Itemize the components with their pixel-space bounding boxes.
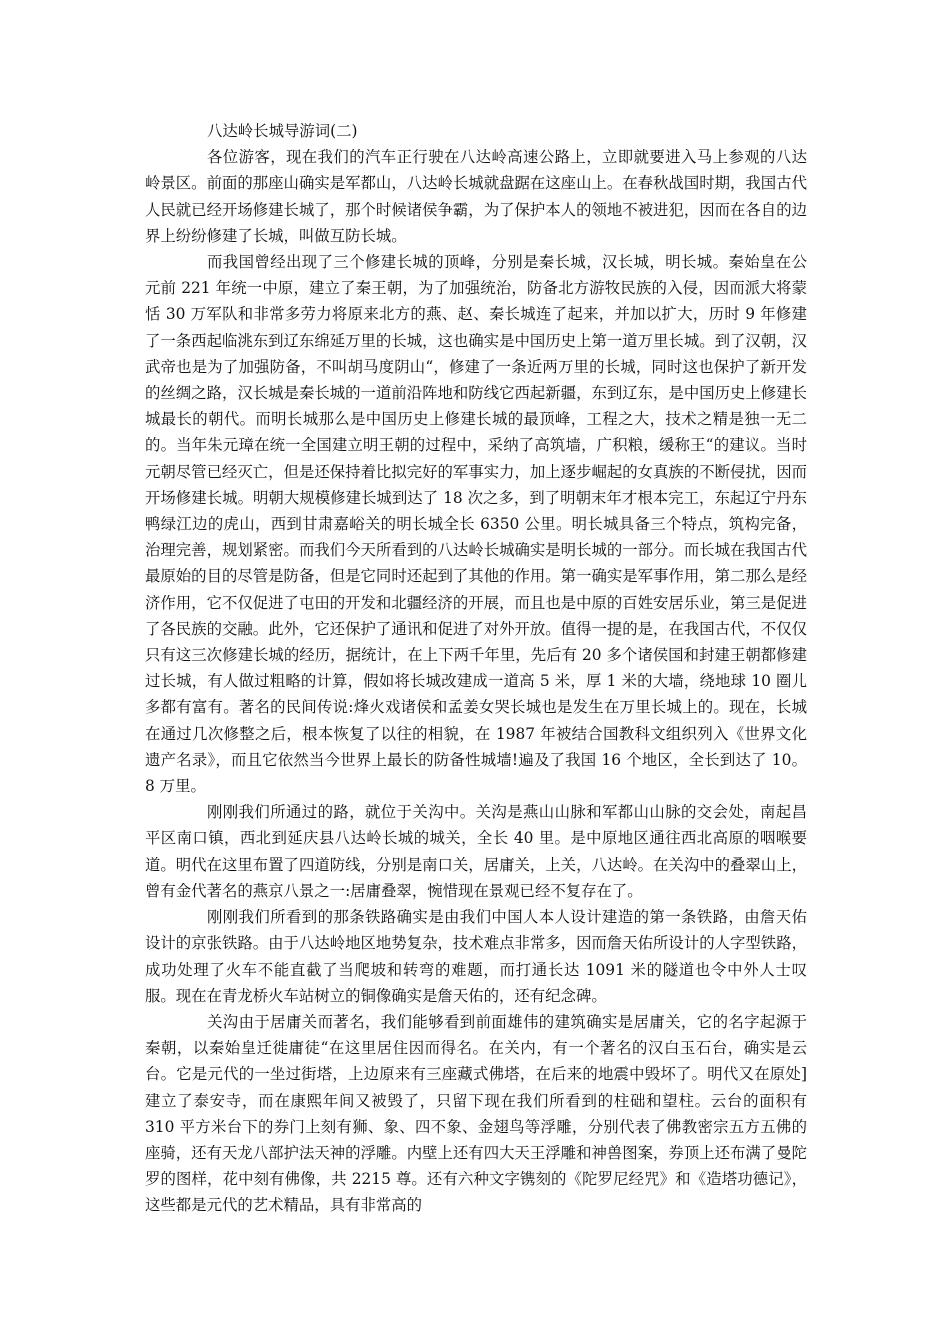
paragraph-history: 而我国曾经出现了三个修建长城的顶峰，分别是秦长城，汉长城，明长城。秦始皇在公元前 221 年统一中原，建立了秦王朝，为了加强统治，防备北方游牧民族的入侵，因而派大将蒙恬 30 万军队和非常多劳力将原来北方的燕、赵、秦长城连了起来，并加以扩大，历时 9 年修建了一条西起临洮东到辽东绵延万里的长城，这也确实是中国历史上第一道万里长城。到了汉朝，汉武帝也是为了加强防备，不叫胡马度阴山“，修建了一条近两万里的长城，同时这也保护了新开发的丝绸之路，汉长城是秦长城的一道前沿阵地和防线它西起新疆，东到辽东，是中国历史上修建长城最长的朝代。而明长城那么是中国历史上修建长城的最顶峰，工程之大，技术之精是独一无二的。当年朱元璋在统一全国建立明王朝的过程中，采纳了高筑墙，广积粮，缓称王“的建议。当时元朝尽管已经灭亡，但是还保持着比拟完好的军事实力，加上逐步崛起的女真族的不断侵扰，因而开场修建长城。明朝大规模修建长城到达了 18 次之多，到了明朝末年才根本完工，东起辽宁丹东鸭绿江边的虎山，西到甘肃嘉峪关的明长城全长 6350 公里。明长城具备三个特点，筑构完备，治理完善，规划紧密。而我们今天所看到的八达岭长城确实是明长城的一部分。而长城在我国古代最原始的目的尽管是防备，但是它同时还起到了其他的作用。第一确实是军事作用，第二那么是经济作用，它不仅促进了屯田的开发和北疆经济的开展，而且也是中原的百姓安居乐业，第三是促进了各民族的交融。此外，它还保护了通讯和促进了对外开放。值得一提的是，在我国古代，不仅仅只有这三次修建长城的经历，据统计，在上下两千年里，先后有 20 多个诸侯国和封建王朝都修建过长城，有人做过粗略的计算，假如将长城改建成一道高 5 米，厚 1 米的大墙，绕地球 10 圈儿多都有富有。著名的民间传说:烽火戏诸侯和孟姜女哭长城也是发生在万里长城上的。现在，长城在通过几次修整之后，根本恢复了以往的相貌，在 1987 年被结合国教科文组织列入《世界文化遗产名录》，而且它依然当今世界上最长的防备性城墙!遍及了我国 16 个地区，全长到达了 10。8 万里。: [145, 253, 807, 796]
paragraph-guangou: 刚刚我们所通过的路，就位于关沟中。关沟是燕山山脉和军都山山脉的交会处，南起昌平区南口镇，西北到延庆县八达岭长城的城关，全长 40 里。是中原地区通往西北高原的咽喉要道。明代在这里布置了四道防线，分别是南口关，居庸关，上关，八达岭。在关沟中的叠翠山上，曾有金代著名的燕京八景之一:居庸叠翠，惋惜现在景观已经不复存在了。: [145, 803, 807, 900]
document-page: [145, 118, 807, 1219]
paragraph-intro: 各位游客，现在我们的汽车正行驶在八达岭高速公路上，立即就要进入马上参观的八达岭景区。前面的那座山确实是军都山，八达岭长城就盘踞在这座山上。在春秋战国时期，我国古代人民就已经开场修建长城了，那个时候诸侯争霸，为了保护本人的领地不被进犯，因而在各自的边界上纷纷修建了长城，叫做互防长城。: [145, 148, 807, 245]
document-title: 八达岭长城导游词(二): [207, 122, 358, 140]
paragraph-railway: 刚刚我们所看到的那条铁路确实是由我们中国人本人设计建造的第一条铁路，由詹天佑设计的京张铁路。由于八达岭地区地势复杂，技术难点非常多，因而詹天佑所设计的人字型铁路，成功处理了火车不能直截了当爬坡和转弯的难题，而打通长达 1091 米的隧道也令中外人士叹服。现在在青龙桥火车站树立的铜像确实是詹天佑的，还有纪念碑。: [145, 908, 807, 1005]
paragraph-juyongguan: 关沟由于居庸关而著名，我们能够看到前面雄伟的建筑确实是居庸关，它的名字起源于秦朝，以秦始皇迁徙庸徒“在这里居住因而得名。在关内，有一个著名的汉白玉石台，确实是云台。它是元代的一坐过街塔，上边原来有三座藏式佛塔，在后来的地震中毁坏了。明代又在原处]建立了泰安寺，而在康熙年间又被毁了，只留下现在我们所看到的柱础和望柱。云台的面积有 310 平方米台下的券门上刻有狮、象、四不象、金翅鸟等浮雕，分别代表了佛教密宗五方五佛的座骑，还有天龙八部护法天神的浮雕。内壁上还有四大天王浮雕和神兽图案，券顶上还布满了曼陀罗的图样，花中刻有佛像，共 2215 尊。还有六种文字镌刻的《陀罗尼经咒》和《造塔功德记》，这些都是元代的艺术精品，具有非常高的: [145, 1012, 807, 1215]
